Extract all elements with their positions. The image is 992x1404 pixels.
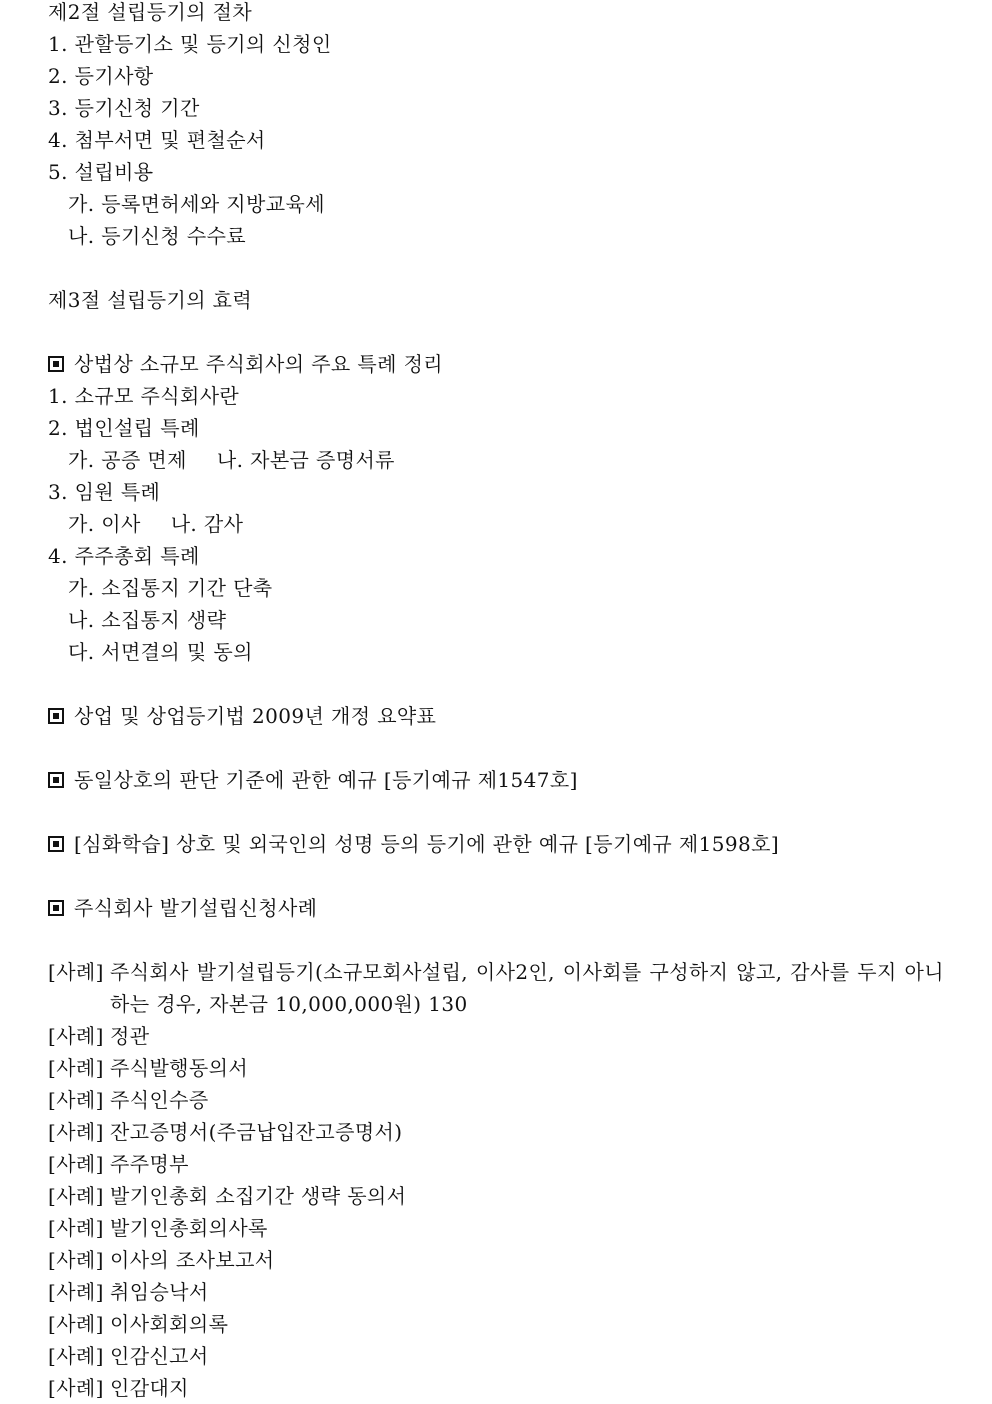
case-item-first — [48, 956, 948, 1020]
sub-list-row — [48, 508, 948, 540]
case-title: 잔고증명서(주금납입잔고증명서) — [110, 1120, 403, 1144]
cases-title: 주식회사 발기설립신청사례 — [74, 896, 318, 920]
case-tag: [사례] — [48, 1216, 104, 1240]
section-title-chapter3: 제3절 설립등기의 효력 — [48, 288, 253, 312]
same-name-title: 동일상호의 판단 기준에 관한 예규 [등기예규 제1547호] — [74, 768, 578, 792]
case-title: 주식인수증 — [110, 1088, 209, 1112]
list-item: 1. 소규모 주식회사란 — [48, 384, 240, 408]
special-section-title: 상법상 소규모 주식회사의 주요 특례 정리 — [74, 352, 444, 376]
sub-list-item: 가. 소집통지 기간 단축 — [68, 576, 273, 600]
amendment-title: 상업 및 상업등기법 2009년 개정 요약표 — [74, 704, 437, 728]
case-tag: [사례] — [48, 960, 104, 984]
case-title: 이사회회의록 — [110, 1312, 229, 1336]
case-tag: [사례] — [48, 1152, 104, 1176]
case-title: 인감대지 — [110, 1376, 189, 1400]
case-title: 주식회사 발기설립등기(소규모회사설립, 이사2인, 이사회를 구성하지 않고, 감사를 두지 아니하는 경우, 자본금 10,000,000원) 130 — [110, 960, 944, 1016]
sub-list-item: 가. 이사 — [68, 512, 141, 536]
sub-list-item: 나. 등기신청 수수료 — [68, 224, 247, 248]
advanced-title: [심화학습] 상호 및 외국인의 성명 등의 등기에 관한 예규 [등기예규 제1598호] — [74, 832, 780, 856]
list-item: 4. 첨부서면 및 편철순서 — [48, 128, 266, 152]
list-item: 2. 법인설립 특례 — [48, 416, 200, 440]
case-item — [48, 1180, 948, 1212]
spacer — [48, 316, 948, 348]
special-section-heading — [48, 348, 948, 380]
case-item — [48, 1116, 948, 1148]
cases-heading — [48, 892, 948, 924]
sub-list-row — [48, 444, 948, 476]
square-bullet-icon — [48, 836, 64, 852]
amendment-heading — [48, 700, 948, 732]
same-name-heading — [48, 764, 948, 796]
case-item — [48, 1020, 948, 1052]
case-tag: [사례] — [48, 1088, 104, 1112]
case-title: 이사의 조사보고서 — [110, 1248, 275, 1272]
sub-list-item: 다. 서면결의 및 동의 — [68, 640, 253, 664]
list-item: 3. 등기신청 기간 — [48, 96, 200, 120]
case-title: 주주명부 — [110, 1152, 189, 1176]
case-tag: [사례] — [48, 1344, 104, 1368]
list-item: 3. 임원 특례 — [48, 480, 161, 504]
sub-list-item: 나. 소집통지 생략 — [68, 608, 227, 632]
case-title: 주식발행동의서 — [110, 1056, 249, 1080]
case-tag: [사례] — [48, 1280, 104, 1304]
case-tag: [사례] — [48, 1376, 104, 1400]
square-bullet-icon — [48, 900, 64, 916]
spacer — [48, 252, 948, 284]
case-tag: [사례] — [48, 1024, 104, 1048]
case-title: 정관 — [110, 1024, 150, 1048]
advanced-heading — [48, 828, 948, 860]
spacer — [48, 732, 948, 764]
list-item: 4. 주주총회 특례 — [48, 544, 200, 568]
list-item: 2. 등기사항 — [48, 64, 154, 88]
spacer — [48, 860, 948, 892]
sub-list-item: 나. 자본금 증명서류 — [216, 448, 395, 472]
case-item — [48, 1148, 948, 1180]
case-title: 발기인총회 소집기간 생략 동의서 — [110, 1184, 407, 1208]
case-title: 인감신고서 — [110, 1344, 209, 1368]
case-item — [48, 1276, 948, 1308]
square-bullet-icon — [48, 772, 64, 788]
spacer — [48, 924, 948, 956]
case-item — [48, 1308, 948, 1340]
spacer — [48, 796, 948, 828]
case-tag: [사례] — [48, 1184, 104, 1208]
sub-list-item: 가. 등록면허세와 지방교육세 — [68, 192, 325, 216]
case-title: 취임승낙서 — [110, 1280, 209, 1304]
case-tag: [사례] — [48, 1248, 104, 1272]
list-item: 5. 설립비용 — [48, 160, 154, 184]
sub-list-item: 나. 감사 — [170, 512, 244, 536]
case-item — [48, 1212, 948, 1244]
document-page — [48, 0, 948, 1404]
list-item: 1. 관할등기소 및 등기의 신청인 — [48, 32, 332, 56]
square-bullet-icon — [48, 708, 64, 724]
case-item — [48, 1244, 948, 1276]
case-tag: [사례] — [48, 1056, 104, 1080]
case-tag: [사례] — [48, 1120, 104, 1144]
spacer — [48, 668, 948, 700]
section-title-chapter2: 제2절 설립등기의 절차 — [48, 0, 253, 24]
case-item — [48, 1340, 948, 1372]
case-tag: [사례] — [48, 1312, 104, 1336]
square-bullet-icon — [48, 356, 64, 372]
case-item — [48, 1372, 948, 1404]
sub-list-item: 가. 공증 면제 — [68, 448, 187, 472]
case-item — [48, 1052, 948, 1084]
case-item — [48, 1084, 948, 1116]
case-title: 발기인총회의사록 — [110, 1216, 268, 1240]
